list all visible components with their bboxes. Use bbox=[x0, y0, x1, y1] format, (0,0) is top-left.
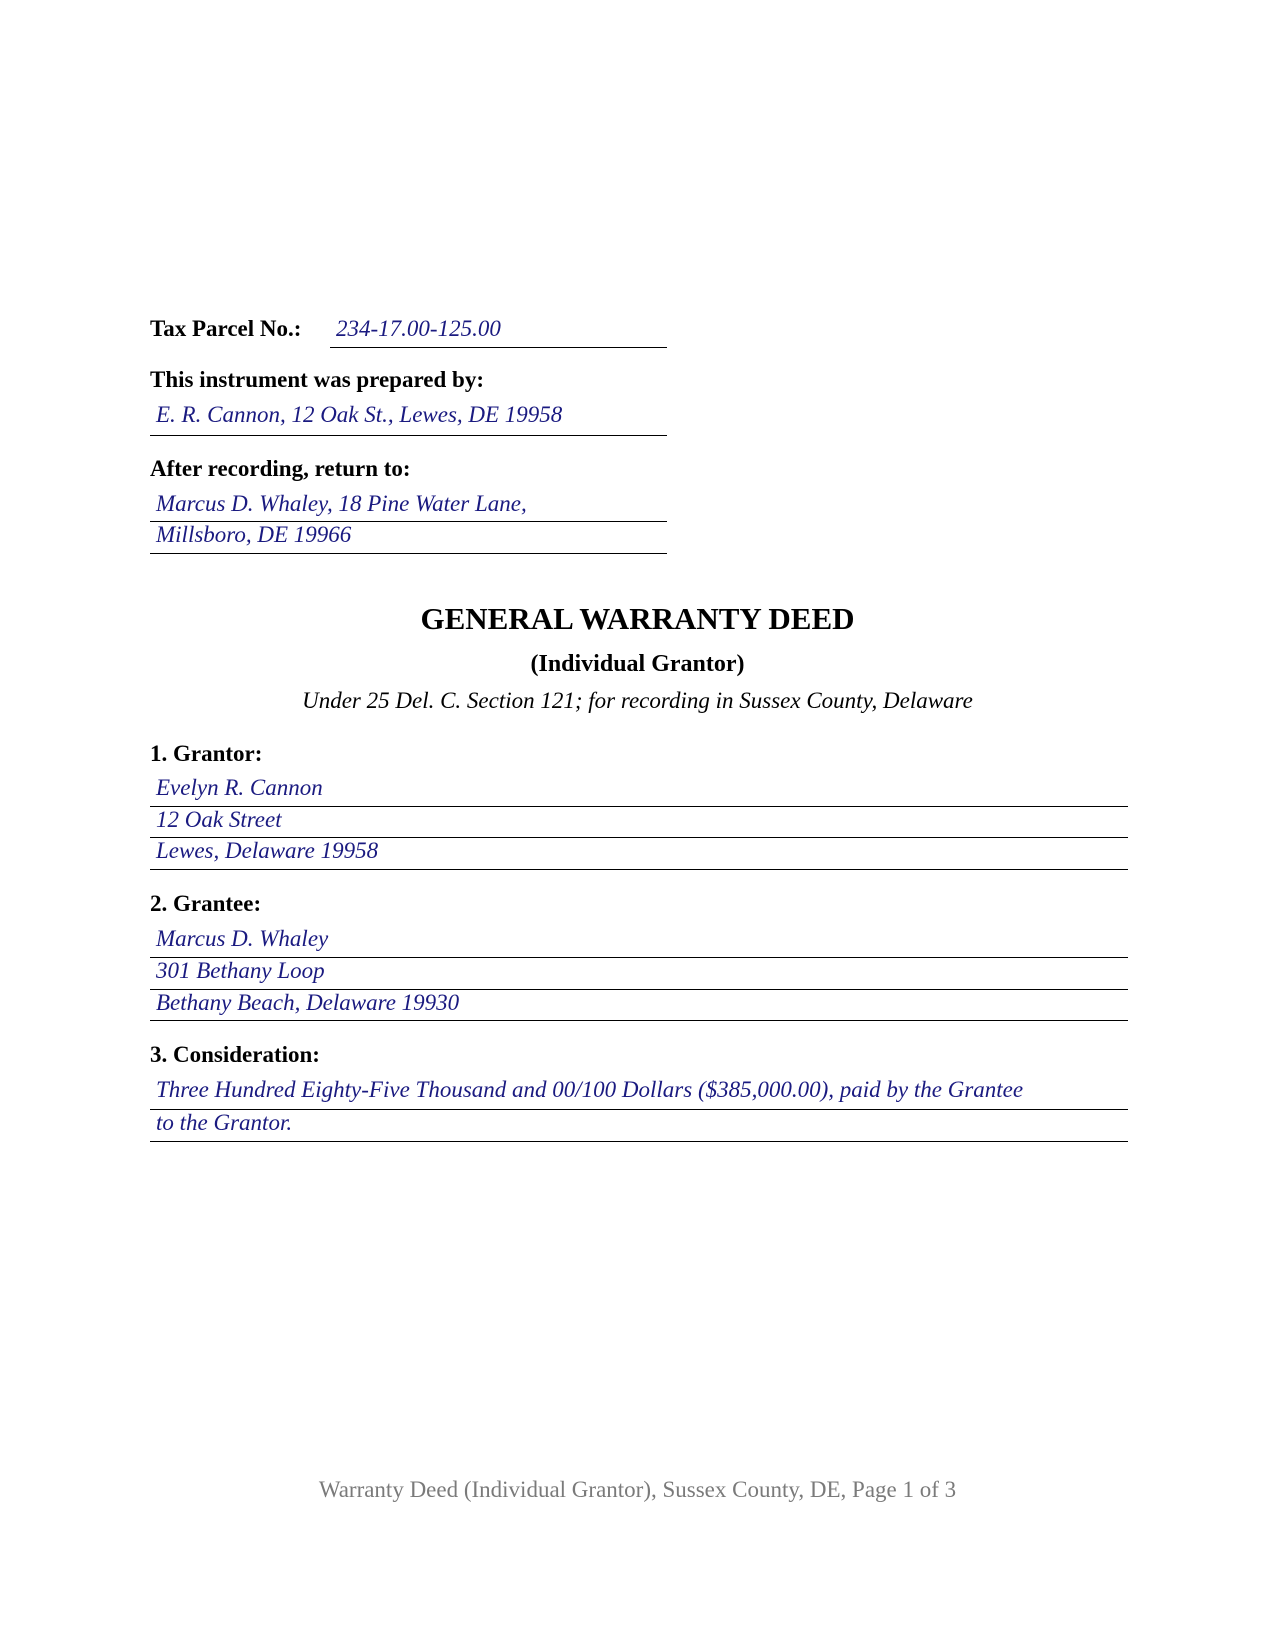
statute-reference: Under 25 Del. C. Section 121; for recording in Sussex County, Delaware bbox=[302, 688, 973, 713]
tax-parcel-field[interactable]: 234-17.00-125.00 bbox=[330, 316, 667, 348]
grantee-label: 2. Grantee: bbox=[150, 891, 262, 916]
grantor-name-field[interactable]: Evelyn R. Cannon bbox=[150, 775, 1128, 807]
grantee-city-field[interactable]: Bethany Beach, Delaware 19930 bbox=[150, 990, 1128, 1021]
consideration-label: 3. Consideration: bbox=[150, 1042, 320, 1067]
page-footer: Warranty Deed (Individual Grantor), Sussex County, DE, Page 1 of 3 bbox=[318, 1477, 957, 1502]
consideration-line-1[interactable]: Three Hundred Eighty-Five Thousand and 00/100 Dollars ($385,000.00), paid by the Grantee bbox=[150, 1077, 1128, 1110]
grantee-street-field[interactable]: 301 Bethany Loop bbox=[150, 958, 1128, 990]
return-to-line-1[interactable]: Marcus D. Whaley, 18 Pine Water Lane, bbox=[150, 491, 667, 522]
consideration-line-2[interactable]: to the Grantor. bbox=[150, 1110, 1128, 1142]
prepared-by-field[interactable]: E. R. Cannon, 12 Oak St., Lewes, DE 19958 bbox=[150, 402, 667, 436]
grantor-label: 1. Grantor: bbox=[150, 741, 263, 766]
prepared-by-label: This instrument was prepared by: bbox=[150, 367, 484, 392]
grantor-street-field[interactable]: 12 Oak Street bbox=[150, 807, 1128, 838]
deed-title: GENERAL WARRANTY DEED bbox=[420, 601, 855, 636]
deed-subtitle: (Individual Grantor) bbox=[530, 651, 745, 677]
return-to-label: After recording, return to: bbox=[150, 456, 411, 481]
tax-parcel-label: Tax Parcel No.: bbox=[150, 316, 302, 341]
return-to-line-2[interactable]: Millsboro, DE 19966 bbox=[150, 522, 667, 554]
grantor-city-field[interactable]: Lewes, Delaware 19958 bbox=[150, 838, 1128, 870]
grantee-name-field[interactable]: Marcus D. Whaley bbox=[150, 926, 1128, 958]
